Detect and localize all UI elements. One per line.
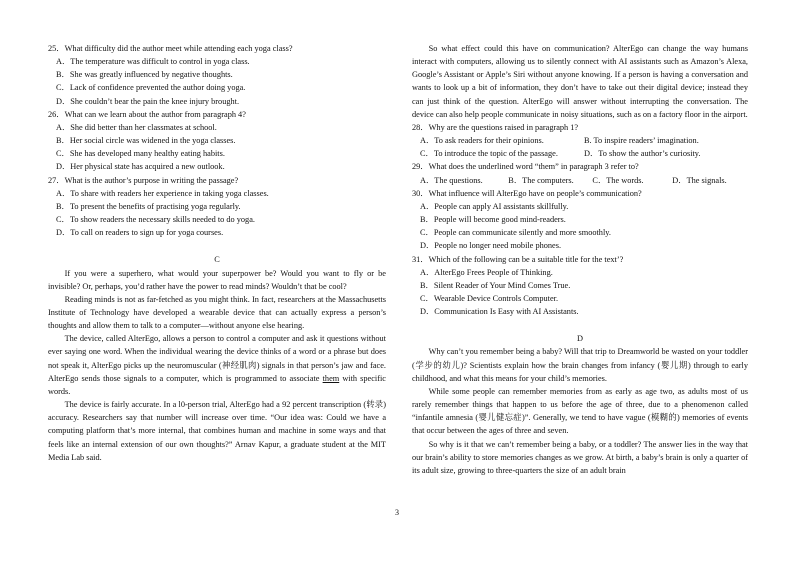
underlined-word: them (322, 373, 340, 383)
option-d: D．People no longer need mobile phones. (420, 241, 562, 251)
option-c: C．To introduce the topic of the passage. (420, 149, 558, 159)
option-a: A．AlterEgo Frees People of Thinking. (420, 267, 553, 277)
option-d: D．Her physical state has acquired a new outlook. (56, 162, 225, 172)
option-d: D．The signals. (672, 175, 727, 185)
question-stem: 29．What does the underlined word “them” in paragraph 3 refer to? (412, 162, 639, 172)
option-c: C．People can communicate silently and more smoothly. (420, 228, 611, 238)
passage-paragraph-1: If you were a superhero, what would your superpower be? Would you want to fly or be invisible? Or, perhaps, you’d rather have the power to read minds? Wouldn’t that be cool? (48, 268, 386, 291)
question-stem: 26．What can we learn about the author from paragraph 4? (48, 109, 246, 119)
option-c: C．She has developed many healthy eating habits. (56, 149, 225, 159)
question-28 (412, 121, 748, 160)
left-column (48, 42, 386, 464)
option-b: B．Silent Reader of Your Mind Comes True. (420, 280, 571, 290)
passage-d-paragraph-3: So why is it that we can’t remember being a baby, or a toddler? The answer lies in the way that our brain’s ability to store memories changes as we grow. At birth, a baby’s brain is only a quarter of its adult size, growing to three-quarters the size of an adult brain (412, 439, 748, 475)
option-a: A．She did better than her classmates at school. (56, 122, 217, 132)
option-c: C．Wearable Device Controls Computer. (420, 293, 559, 303)
option-a: A．To ask readers for their opinions. (420, 136, 544, 146)
option-b: B．She was greatly influenced by negative thoughts. (56, 70, 233, 80)
paragraph-text: The device, called AlterEgo, allows a person to control a computer and ask it questions without ever saying one word. When the individual wearing the device thinks of a word or a phrase but does not speak it, AlterEgo picks up the neuromuscular (神经肌肉) signals in that person’s jaw and face. AlterEgo sends those signals to a computer, which is programmed to associate (48, 334, 386, 383)
option-b: B．To present the benefits of practising yoga regularly. (56, 201, 241, 211)
passage-paragraph-4: The device is fairly accurate. In a l0-person trial, AlterEgo had a 92 percent transcription (转录) accuracy. Researchers say that number will increase over time. “Our idea was: Could we have a computing platform that’s more internal, that combines human and machine in some ways and that feels like an internal extension of our own thoughts?” Arnav Kapur, a graduate student at the MIT Media Lab said. (48, 400, 386, 462)
question-30 (412, 187, 748, 253)
option-a: A．The questions. (420, 175, 483, 185)
option-b: B．People will become good mind-readers. (420, 215, 566, 225)
option-d: D．To call on readers to sign up for yoga courses. (56, 228, 224, 238)
option-a: A．The temperature was difficult to control in yoga class. (56, 57, 250, 67)
question-26 (48, 108, 386, 174)
option-c: C．The words. (592, 175, 644, 185)
option-b: B．The computers. (508, 175, 574, 185)
question-stem: 28．Why are the questions raised in paragraph 1? (412, 122, 579, 132)
page-number: 3 (395, 508, 399, 517)
options-grid (412, 134, 748, 160)
question-29 (412, 160, 748, 186)
passage-d-paragraph-2: While some people can remember memories from as early as age two, as adults most of us rarely remember things that happen to us before the age of three, due to a phenomenon called “infantile amnesia (婴儿健忘症)”. Generally, we tend to have vague (模糊的) memories of events that occur between the ages of three and seven. (412, 386, 748, 436)
paragraph-tail: with specific words. (48, 373, 386, 396)
question-stem: 30．What influence will AlterEgo have on people’s communication? (412, 188, 642, 198)
passage-paragraph-5: So what effect could this have on communication? AlterEgo can change the way humans interact with computers, allowing us to silently connect with AI assistants such as Amazon’s Alexa, Google’s Assistant or Apple’s Siri without anyone knowing. If a person is having a conversation and wants to look up a bit of information, they don’t have to take out their digital device; instead they can just think of the question. AlterEgo will answer without interrupting the conversation. The device can also help people communicate in noisy situations, such as on a factory floor in the airport. (412, 44, 748, 119)
section-heading-c: C (214, 255, 220, 265)
option-c: C．To show readers the necessary skills needed to do yoga. (56, 215, 255, 225)
section-heading-d: D (577, 334, 583, 344)
question-stem: 25．What difficulty did the author meet while attending each yoga class? (48, 44, 293, 53)
passage-d-paragraph-1: Why can’t you remember being a baby? Will that trip to Dreamworld be wasted on your toddler (学步的幼儿)? Scientists explain how the brain changes from infancy (婴儿期) through to early childhood, and what this means for your child’s memories. (412, 347, 748, 383)
option-d: D．Communication Is Easy with AI Assistants. (420, 307, 579, 317)
option-b: B．Her social circle was widened in the yoga classes. (56, 136, 236, 146)
options-row (412, 174, 748, 187)
passage-paragraph-2: Reading minds is not as far-fetched as you might think. In fact, researchers at the Massachusetts Institute of Technology have developed a wearable device that can actually express a person’s thoughts and allow them to talk to a computer—without anyone else hearing. (48, 294, 386, 331)
passage-paragraph-3 (48, 332, 386, 398)
option-c: C．Lack of confidence prevented the author doing yoga. (56, 83, 246, 93)
question-25 (48, 42, 386, 108)
option-d: D．To show the author’s curiosity. (584, 149, 701, 159)
option-a: A．People can apply AI assistants skillfully. (420, 201, 569, 211)
option-d: D．She couldn’t bear the pain the knee injury brought. (56, 96, 240, 106)
question-27 (48, 174, 386, 240)
right-column (412, 42, 748, 477)
question-31 (412, 253, 748, 319)
option-a: A．To share with readers her experience in taking yoga classes. (56, 188, 269, 198)
question-stem: 27．What is the author’s purpose in writing the passage? (48, 175, 239, 185)
question-stem: 31．Which of the following can be a suitable title for the text’? (412, 254, 624, 264)
option-b: B. To inspire readers’ imagination. (584, 136, 699, 146)
